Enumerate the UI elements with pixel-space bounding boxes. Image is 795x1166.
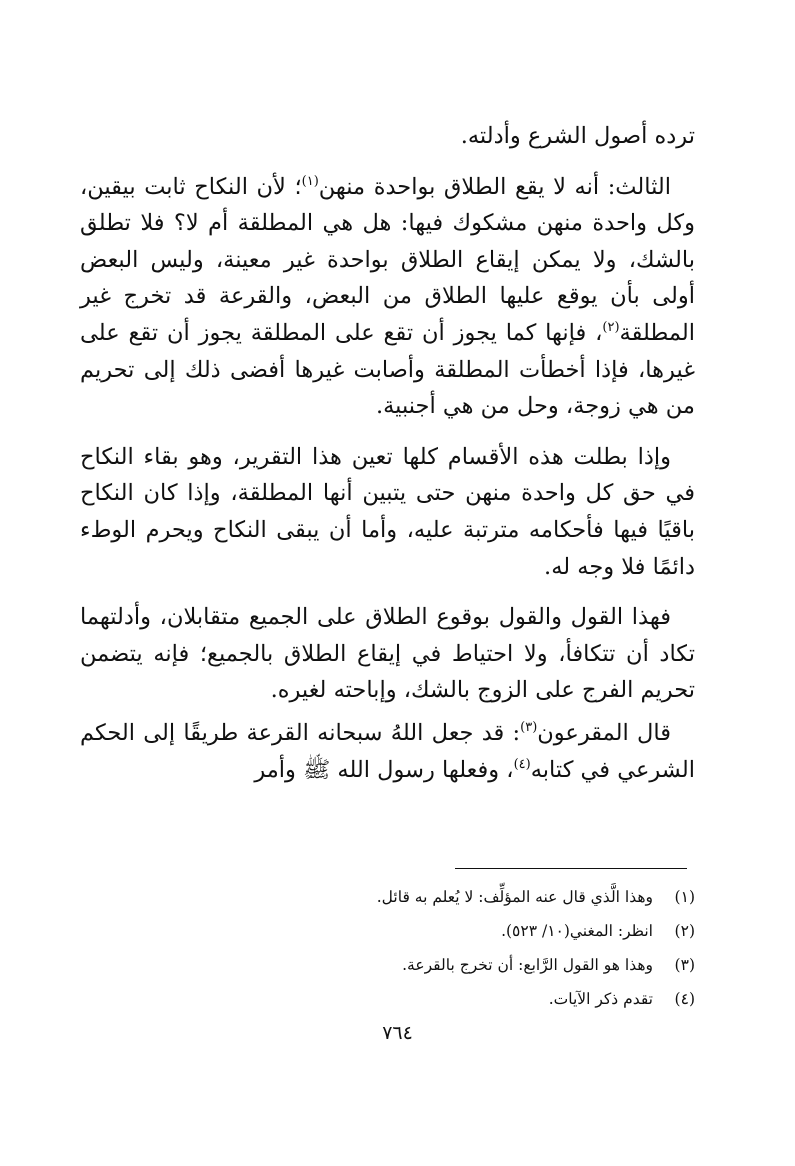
footnote-item	[120, 880, 695, 914]
paragraph-3: وإذا بطلت هذه الأقسام كلها تعين هذا التقرير، وهو بقاء النكاح في حق كل واحدة منهن حتى يتبين أنها المطلقة، وإذا كان النكاح باقيًا فيها فأحكامه مترتبة عليه، وأما أن يبقى النكاح ويحرم الوطء دائمًا فلا وجه له.	[80, 443, 695, 580]
paragraph-5: قال المقرعون$^{(٣)}$: قد جعل اللهُ سبحانه القرعة طريقًا إلى الحكم الشرعي في كتابه$^{(٤)}$، وفعلها رسول الله ﷺ وأمر	[80, 719, 695, 783]
footnotes	[120, 880, 695, 1016]
footnote-text: وهذا الَّذي قال عنه المؤلِّف: لا يُعلم به قائل.	[376, 888, 653, 906]
footnote-text: وهذا هو القول الرَّابع: أن تخرج بالقرعة.	[402, 956, 653, 974]
page-number: ٧٦٤	[382, 1022, 413, 1044]
footnote-number: (٤)	[674, 990, 695, 1008]
footnote-item	[120, 982, 695, 1016]
footnote-divider	[455, 868, 687, 869]
main-text	[80, 118, 695, 788]
footnote-number: (١)	[674, 888, 695, 906]
footnote-item	[120, 914, 695, 948]
footnote-ref-3[interactable]: (٣)	[520, 719, 538, 735]
footnote-number: (٣)	[674, 956, 695, 974]
footnote-ref-2[interactable]: (٢)	[602, 319, 620, 335]
paragraph-4: فهذا القول والقول بوقوع الطلاق على الجميع متقابلان، وأدلتهما تكاد أن تتكافأ، ولا احتياط في إيقاع الطلاق بالجميع؛ فإنه يتضمن تحريم الفرج على الزوج بالشك، وإباحته لغيره.	[80, 604, 695, 704]
footnote-item	[120, 948, 695, 982]
paragraph-1: ترده أصول الشرع وأدلته.	[460, 123, 695, 149]
footnote-number: (٢)	[674, 922, 695, 940]
footnote-text: انظر: المغني(١٠/ ٥٢٣).	[501, 922, 653, 940]
footnote-text: تقدم ذكر الآيات.	[548, 990, 653, 1008]
footnote-ref-1[interactable]: (١)	[301, 173, 319, 189]
paragraph-2: الثالث: أنه لا يقع الطلاق بواحدة منهن$^{(١)}$؛ لأن النكاح ثابت بيقين، وكل واحدة منهن مشكوك فيها: هل هي المطلقة أم لا؟ فلا تطلق بالشك، ولا يمكن إيقاع الطلاق بواحدة غير معينة، وليس البعض أولى بأن يوقع عليها الطلاق من البعض، والقرعة قد تخرج غير المطلقة$^{(٢)}$، فإنها كما يجوز أن تقع على المطلقة يجوز أن تقع على غيرها، فإذا أخطأت المطلقة وأصابت غيرها أفضى ذلك إلى تحريم من هي زوجة، وحل من هي أجنبية.	[80, 173, 695, 420]
footnote-ref-4[interactable]: (٤)	[513, 756, 531, 772]
